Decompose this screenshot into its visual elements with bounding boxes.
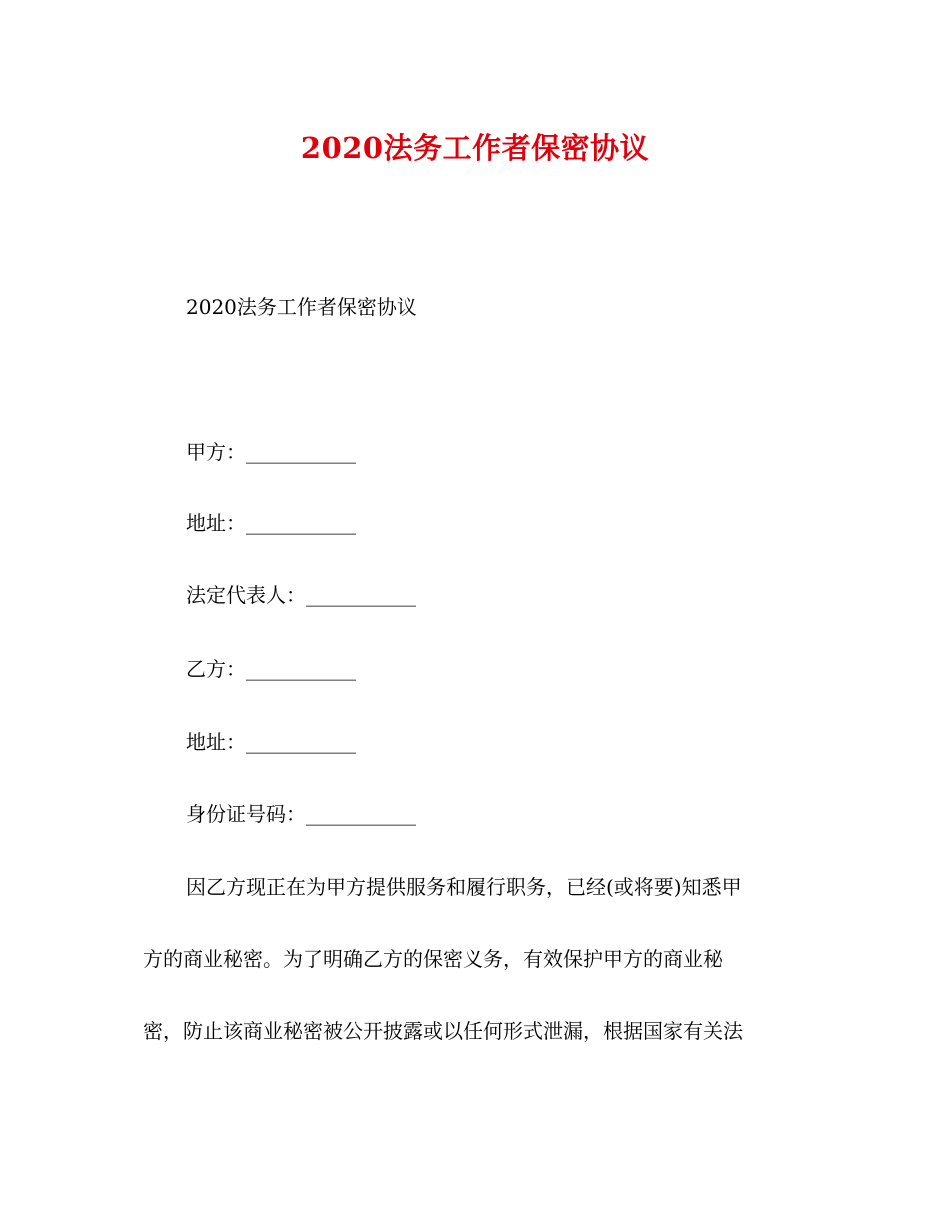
body-line: 密，防止该商业秘密被公开披露或以任何形式泄漏，根据国家有关法 — [143, 1019, 743, 1043]
field-party-a — [186, 437, 356, 467]
field-id-number — [186, 799, 416, 829]
page-title: 2020法务工作者保密协议 — [300, 131, 650, 165]
field-address-b — [186, 727, 356, 757]
field-blank: ___________ — [306, 583, 416, 607]
field-label: 地址： — [186, 730, 246, 754]
field-label: 身份证号码： — [186, 802, 306, 826]
field-blank: ___________ — [246, 657, 356, 681]
field-blank: ___________ — [246, 440, 356, 464]
field-blank: ___________ — [246, 511, 356, 535]
field-label: 甲方： — [186, 440, 246, 464]
field-party-b — [186, 654, 356, 684]
body-line: 因乙方现正在为甲方提供服务和履行职务，已经(或将要)知悉甲 — [186, 875, 742, 899]
field-label: 法定代表人： — [186, 583, 306, 607]
field-label: 乙方： — [186, 657, 246, 681]
field-address-a — [186, 508, 356, 538]
document-subtitle: 2020法务工作者保密协议 — [186, 295, 417, 319]
field-label: 地址： — [186, 511, 246, 535]
body-line: 方的商业秘密。为了明确乙方的保密义务，有效保护甲方的商业秘 — [143, 947, 723, 971]
field-blank: ___________ — [246, 730, 356, 754]
field-blank: ___________ — [306, 802, 416, 826]
field-legal-representative — [186, 580, 416, 610]
